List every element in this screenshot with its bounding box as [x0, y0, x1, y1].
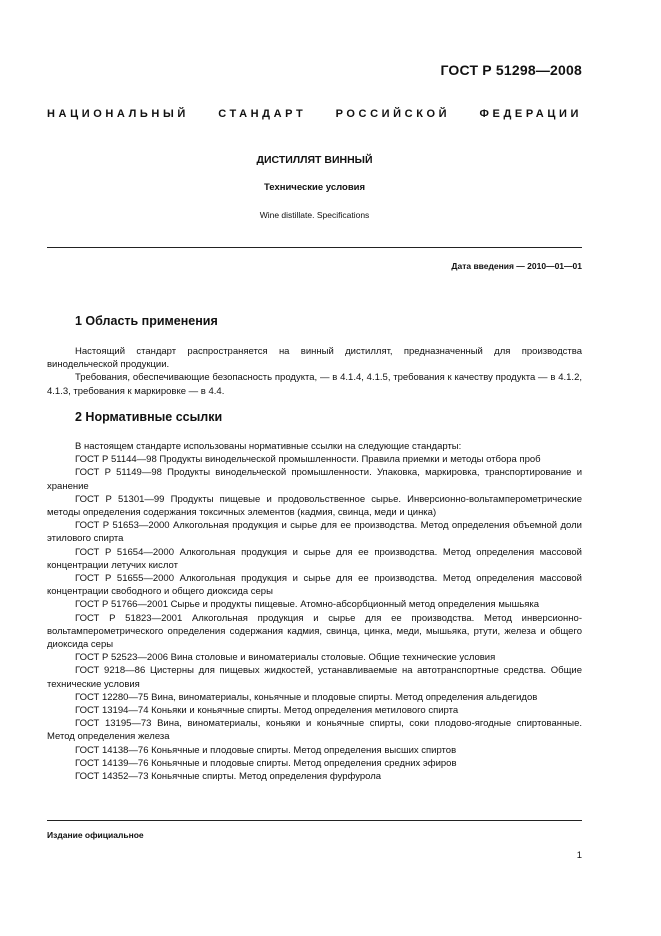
reference-item: ГОСТ 14138—76 Коньячные и плодовые спирты. Метод определения высших спиртов — [75, 744, 457, 756]
english-title: Wine distillate. Specifications — [259, 210, 370, 220]
reference-item: ГОСТ 13194—74 Коньяки и коньячные спирты. Метод определения метилового спирта — [75, 705, 459, 717]
edition-note: Издание официальное — [47, 830, 144, 840]
document-subtitle: Технические условия — [263, 182, 366, 193]
section-body-scope — [47, 345, 582, 398]
document-title: ДИСТИЛЛЯТ ВИННЫЙ — [256, 154, 373, 166]
header-divider — [47, 247, 582, 248]
paragraph: Требования, обеспечивающие безопасность продукта, — в 4.1.4, 4.1.5, требования к качеству продукта — в 4.1.2, 4.1.3, требования к маркировке — в 4.4. — [47, 372, 582, 397]
section-heading-normative-references: 2 Нормативные ссылки — [75, 410, 223, 424]
reference-item: ГОСТ 12280—75 Вина, виноматериалы, коньячные и плодовые спирты. Метод определения альдегидов — [75, 691, 538, 703]
reference-item: ГОСТ Р 51823—2001 Алкогольная продукция и сырье для ее производства. Метод инверсионно-вольтамперометрического определения содержания кадмия, свинца, цинка, меди, мышьяка, ртути, железа и общего диоксида серы — [47, 612, 582, 651]
reference-item: ГОСТ 9218—86 Цистерны для пищевых жидкостей, устанавливаемые на автотранспортные средства. Общие технические условия — [47, 665, 582, 690]
reference-item: ГОСТ 13195—73 Вина, виноматериалы, коньяки и коньячные спирты, соки плодово-ягодные спиртованные. Метод определения железа — [47, 718, 582, 743]
reference-item: ГОСТ Р 51654—2000 Алкогольная продукция и сырье для ее производства. Метод определения массовой концентрации летучих кислот — [47, 546, 582, 571]
section-heading-scope: 1 Область применения — [75, 314, 218, 328]
reference-item: ГОСТ Р 52523—2006 Вина столовые и виноматериалы столовые. Общие технические условия — [75, 652, 496, 664]
reference-item: ГОСТ Р 51301—99 Продукты пищевые и продовольственное сырье. Инверсионно-вольтамперометрические методы определения содержания токсичных элементов (кадмия, свинца, меди и цинка) — [47, 493, 582, 519]
reference-item: ГОСТ 14352—73 Коньячные спирты. Метод определения фурфурола — [75, 771, 382, 783]
paragraph: Настоящий стандарт распространяется на винный дистиллят, предназначенный для производства винодельческой продукции. — [47, 346, 582, 371]
page-number: 1 — [576, 850, 582, 861]
paragraph: В настоящем стандарте использованы нормативные ссылки на следующие стандарты: — [75, 441, 462, 452]
footer-divider — [47, 820, 582, 821]
effective-date: Дата введения — 2010—01—01 — [451, 261, 582, 271]
reference-item: ГОСТ Р 51766—2001 Сырье и продукты пищевые. Атомно-абсорбционный метод определения мышьяка — [75, 599, 540, 611]
reference-item: ГОСТ Р 51144—98 Продукты винодельческой промышленности. Правила приемки и методы отбора проб — [75, 454, 541, 466]
reference-item: ГОСТ Р 51653—2000 Алкогольная продукция и сырье для ее производства. Метод определения объемной доли этилового спирта — [47, 520, 582, 545]
section-body-normative-references — [47, 440, 582, 783]
national-standard-banner: НАЦИОНАЛЬНЫЙ СТАНДАРТ РОССИЙСКОЙ ФЕДЕРАЦИИ — [47, 108, 582, 120]
reference-item: ГОСТ Р 51655—2000 Алкогольная продукция и сырье для ее производства. Метод определения массовой концентрации свободного и общего диоксида серы — [47, 573, 582, 598]
reference-item: ГОСТ 14139—76 Коньячные и плодовые спирты. Метод определения средних эфиров — [75, 757, 457, 769]
document-code: ГОСТ Р 51298—2008 — [440, 62, 582, 78]
reference-item: ГОСТ Р 51149—98 Продукты винодельческой промышленности. Упаковка, маркировка, транспортирование и хранение — [47, 467, 582, 492]
